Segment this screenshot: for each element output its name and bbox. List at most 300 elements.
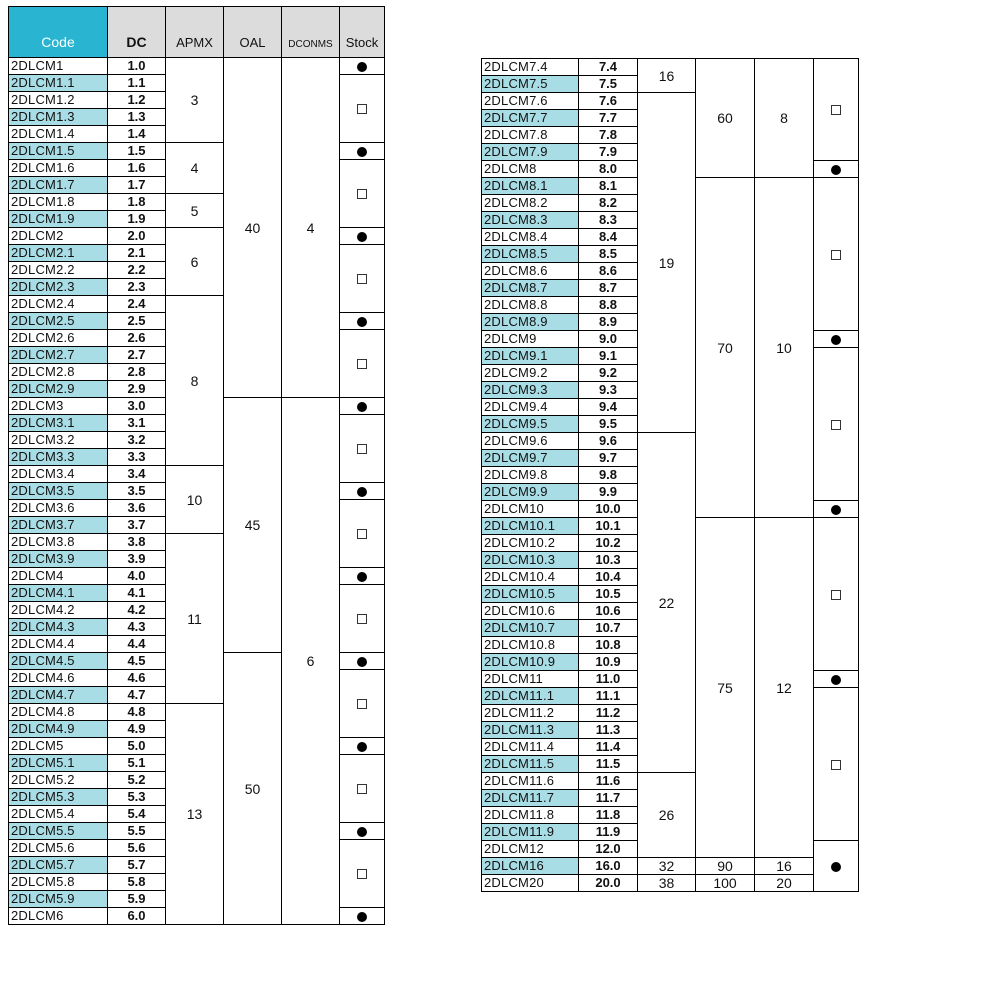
code-cell: 2DLCM4.9 [9, 721, 108, 738]
dc-cell: 20.0 [579, 875, 638, 892]
dc-cell: 4.3 [108, 619, 166, 636]
stock-cell [340, 330, 385, 398]
dconms-cell: 10 [755, 178, 814, 518]
code-cell: 2DLCM2.8 [9, 364, 108, 381]
stock-cell [814, 501, 859, 518]
stock-cell [340, 160, 385, 228]
code-cell: 2DLCM12 [482, 841, 579, 858]
code-cell: 2DLCM10.5 [482, 586, 579, 603]
dc-cell: 3.8 [108, 534, 166, 551]
dc-cell: 12.0 [579, 841, 638, 858]
apmx-cell: 5 [166, 194, 224, 228]
code-cell: 2DLCM8.4 [482, 229, 579, 246]
dc-cell: 1.7 [108, 177, 166, 194]
dc-cell: 2.9 [108, 381, 166, 398]
in-stock-dot-icon [831, 505, 841, 515]
dc-cell: 7.4 [579, 59, 638, 76]
dc-cell: 3.1 [108, 415, 166, 432]
in-stock-dot-icon [831, 335, 841, 345]
apmx-cell: 32 [638, 858, 696, 875]
dc-cell: 11.3 [579, 722, 638, 739]
dc-cell: 1.4 [108, 126, 166, 143]
code-cell: 2DLCM5 [9, 738, 108, 755]
code-cell: 2DLCM10.8 [482, 637, 579, 654]
oal-cell: 75 [696, 518, 755, 858]
code-cell: 2DLCM1.4 [9, 126, 108, 143]
dc-cell: 9.4 [579, 399, 638, 416]
dc-cell: 8.1 [579, 178, 638, 195]
code-cell: 2DLCM9.9 [482, 484, 579, 501]
code-cell: 2DLCM9.6 [482, 433, 579, 450]
code-cell: 2DLCM7.4 [482, 59, 579, 76]
dc-cell: 4.8 [108, 704, 166, 721]
dc-cell: 2.3 [108, 279, 166, 296]
dconms-cell: 16 [755, 858, 814, 875]
out-of-stock-box-icon [831, 590, 841, 600]
stock-cell [814, 161, 859, 178]
table-row [482, 875, 859, 892]
code-cell: 2DLCM11.4 [482, 739, 579, 756]
dc-cell: 11.9 [579, 824, 638, 841]
code-cell: 2DLCM2.4 [9, 296, 108, 313]
dc-cell: 3.3 [108, 449, 166, 466]
oal-cell: 70 [696, 178, 755, 518]
code-cell: 2DLCM9.3 [482, 382, 579, 399]
apmx-cell: 10 [166, 466, 224, 534]
code-cell: 2DLCM11.9 [482, 824, 579, 841]
code-cell: 2DLCM8 [482, 161, 579, 178]
code-cell: 2DLCM7.9 [482, 144, 579, 161]
dconms-cell: 20 [755, 875, 814, 892]
code-cell: 2DLCM3.5 [9, 483, 108, 500]
out-of-stock-box-icon [831, 420, 841, 430]
stock-cell [340, 823, 385, 840]
header-apmx: APMX [166, 7, 224, 58]
dc-cell: 7.6 [579, 93, 638, 110]
in-stock-dot-icon [357, 487, 367, 497]
code-cell: 2DLCM5.4 [9, 806, 108, 823]
in-stock-dot-icon [357, 402, 367, 412]
out-of-stock-box-icon [357, 274, 367, 284]
code-cell: 2DLCM10.1 [482, 518, 579, 535]
dc-cell: 11.4 [579, 739, 638, 756]
code-cell: 2DLCM1.9 [9, 211, 108, 228]
code-cell: 2DLCM5.1 [9, 755, 108, 772]
code-cell: 2DLCM6 [9, 908, 108, 925]
code-cell: 2DLCM1.5 [9, 143, 108, 160]
code-cell: 2DLCM4.3 [9, 619, 108, 636]
oal-cell: 45 [224, 398, 282, 653]
stock-cell [340, 670, 385, 738]
stock-cell [814, 331, 859, 348]
code-cell: 2DLCM4 [9, 568, 108, 585]
stock-cell [340, 653, 385, 670]
in-stock-dot-icon [357, 657, 367, 667]
code-cell: 2DLCM2.9 [9, 381, 108, 398]
apmx-cell: 8 [166, 296, 224, 466]
apmx-cell: 16 [638, 59, 696, 93]
out-of-stock-box-icon [357, 784, 367, 794]
in-stock-dot-icon [831, 165, 841, 175]
out-of-stock-box-icon [357, 529, 367, 539]
code-cell: 2DLCM10.2 [482, 535, 579, 552]
code-cell: 2DLCM3.9 [9, 551, 108, 568]
dc-cell: 10.3 [579, 552, 638, 569]
code-cell: 2DLCM2 [9, 228, 108, 245]
stock-cell [340, 568, 385, 585]
dc-cell: 4.0 [108, 568, 166, 585]
code-cell: 2DLCM7.5 [482, 76, 579, 93]
apmx-cell: 3 [166, 58, 224, 143]
code-cell: 2DLCM5.5 [9, 823, 108, 840]
dc-cell: 9.7 [579, 450, 638, 467]
dc-cell: 10.4 [579, 569, 638, 586]
code-cell: 2DLCM5.7 [9, 857, 108, 874]
dc-cell: 3.7 [108, 517, 166, 534]
stock-cell [814, 841, 859, 892]
stock-cell [340, 313, 385, 330]
in-stock-dot-icon [357, 317, 367, 327]
header-stock: Stock [340, 7, 385, 58]
stock-cell [340, 398, 385, 415]
dc-cell: 11.1 [579, 688, 638, 705]
dc-cell: 1.8 [108, 194, 166, 211]
dc-cell: 5.2 [108, 772, 166, 789]
code-cell: 2DLCM8.3 [482, 212, 579, 229]
code-cell: 2DLCM9.4 [482, 399, 579, 416]
in-stock-dot-icon [357, 572, 367, 582]
code-cell: 2DLCM8.5 [482, 246, 579, 263]
dc-cell: 9.9 [579, 484, 638, 501]
stock-cell [340, 58, 385, 75]
code-cell: 2DLCM9.2 [482, 365, 579, 382]
code-cell: 2DLCM10.7 [482, 620, 579, 637]
dc-cell: 2.5 [108, 313, 166, 330]
dc-cell: 9.6 [579, 433, 638, 450]
stock-cell [340, 738, 385, 755]
stock-cell [814, 671, 859, 688]
code-cell: 2DLCM3.8 [9, 534, 108, 551]
dc-cell: 1.0 [108, 58, 166, 75]
stock-cell [340, 908, 385, 925]
code-cell: 2DLCM11.2 [482, 705, 579, 722]
apmx-cell: 22 [638, 433, 696, 773]
dc-cell: 3.0 [108, 398, 166, 415]
out-of-stock-box-icon [357, 699, 367, 709]
code-cell: 2DLCM4.6 [9, 670, 108, 687]
dc-cell: 2.4 [108, 296, 166, 313]
dc-cell: 10.6 [579, 603, 638, 620]
dc-cell: 3.9 [108, 551, 166, 568]
dc-cell: 10.7 [579, 620, 638, 637]
dc-cell: 5.6 [108, 840, 166, 857]
dc-cell: 8.9 [579, 314, 638, 331]
dc-cell: 11.2 [579, 705, 638, 722]
dc-cell: 11.0 [579, 671, 638, 688]
dc-cell: 4.7 [108, 687, 166, 704]
code-cell: 2DLCM1 [9, 58, 108, 75]
dc-cell: 9.8 [579, 467, 638, 484]
dc-cell: 5.7 [108, 857, 166, 874]
dc-cell: 2.7 [108, 347, 166, 364]
dc-cell: 11.5 [579, 756, 638, 773]
dc-cell: 5.8 [108, 874, 166, 891]
dc-cell: 9.3 [579, 382, 638, 399]
dc-cell: 1.2 [108, 92, 166, 109]
code-cell: 2DLCM10.6 [482, 603, 579, 620]
dconms-cell: 6 [282, 398, 340, 925]
header-code: Code [9, 7, 108, 58]
out-of-stock-box-icon [357, 189, 367, 199]
dc-cell: 9.0 [579, 331, 638, 348]
code-cell: 2DLCM2.6 [9, 330, 108, 347]
code-cell: 2DLCM11.6 [482, 773, 579, 790]
dc-cell: 8.4 [579, 229, 638, 246]
dc-cell: 1.3 [108, 109, 166, 126]
dc-cell: 4.4 [108, 636, 166, 653]
code-cell: 2DLCM8.2 [482, 195, 579, 212]
stock-cell [814, 518, 859, 671]
stock-cell [814, 178, 859, 331]
stock-cell [340, 483, 385, 500]
in-stock-dot-icon [831, 675, 841, 685]
code-cell: 2DLCM4.5 [9, 653, 108, 670]
stock-cell [340, 840, 385, 908]
table-row [482, 858, 859, 875]
dc-cell: 3.2 [108, 432, 166, 449]
code-cell: 2DLCM5.3 [9, 789, 108, 806]
code-cell: 2DLCM2.3 [9, 279, 108, 296]
code-cell: 2DLCM3.1 [9, 415, 108, 432]
code-cell: 2DLCM9.5 [482, 416, 579, 433]
code-cell: 2DLCM5.9 [9, 891, 108, 908]
dc-cell: 4.2 [108, 602, 166, 619]
dc-cell: 10.2 [579, 535, 638, 552]
dconms-cell: 4 [282, 58, 340, 398]
code-cell: 2DLCM7.8 [482, 127, 579, 144]
oal-cell: 60 [696, 59, 755, 178]
in-stock-dot-icon [357, 147, 367, 157]
code-cell: 2DLCM1.7 [9, 177, 108, 194]
stock-cell [340, 245, 385, 313]
oal-cell: 50 [224, 653, 282, 925]
code-cell: 2DLCM20 [482, 875, 579, 892]
dc-cell: 4.5 [108, 653, 166, 670]
code-cell: 2DLCM8.9 [482, 314, 579, 331]
dconms-cell: 8 [755, 59, 814, 178]
dc-cell: 11.8 [579, 807, 638, 824]
code-cell: 2DLCM1.2 [9, 92, 108, 109]
dc-cell: 8.8 [579, 297, 638, 314]
code-cell: 2DLCM3.6 [9, 500, 108, 517]
header-row [9, 7, 385, 58]
in-stock-dot-icon [357, 742, 367, 752]
apmx-cell: 19 [638, 93, 696, 433]
dc-cell: 1.6 [108, 160, 166, 177]
out-of-stock-box-icon [357, 444, 367, 454]
dc-cell: 8.6 [579, 263, 638, 280]
dc-cell: 2.1 [108, 245, 166, 262]
code-cell: 2DLCM4.2 [9, 602, 108, 619]
code-cell: 2DLCM3.7 [9, 517, 108, 534]
code-cell: 2DLCM4.4 [9, 636, 108, 653]
apmx-cell: 4 [166, 143, 224, 194]
code-cell: 2DLCM7.6 [482, 93, 579, 110]
dc-cell: 8.2 [579, 195, 638, 212]
code-cell: 2DLCM10.3 [482, 552, 579, 569]
stock-cell [340, 75, 385, 143]
dc-cell: 8.3 [579, 212, 638, 229]
dc-cell: 8.0 [579, 161, 638, 178]
tool-spec-table-left [8, 6, 385, 925]
dc-cell: 1.5 [108, 143, 166, 160]
code-cell: 2DLCM1.8 [9, 194, 108, 211]
dc-cell: 10.1 [579, 518, 638, 535]
header-dconms: DCONMS [282, 7, 340, 58]
dc-cell: 11.6 [579, 773, 638, 790]
code-cell: 2DLCM11.5 [482, 756, 579, 773]
in-stock-dot-icon [357, 827, 367, 837]
in-stock-dot-icon [357, 62, 367, 72]
dc-cell: 11.7 [579, 790, 638, 807]
code-cell: 2DLCM16 [482, 858, 579, 875]
dc-cell: 1.9 [108, 211, 166, 228]
header-dc: DC [108, 7, 166, 58]
in-stock-dot-icon [357, 232, 367, 242]
stock-cell [340, 228, 385, 245]
dc-cell: 6.0 [108, 908, 166, 925]
dc-cell: 10.0 [579, 501, 638, 518]
dc-cell: 4.9 [108, 721, 166, 738]
dconms-cell: 12 [755, 518, 814, 858]
code-cell: 2DLCM9.8 [482, 467, 579, 484]
dc-cell: 10.5 [579, 586, 638, 603]
dc-cell: 2.2 [108, 262, 166, 279]
dc-cell: 5.0 [108, 738, 166, 755]
apmx-cell: 6 [166, 228, 224, 296]
code-cell: 2DLCM4.8 [9, 704, 108, 721]
apmx-cell: 38 [638, 875, 696, 892]
apmx-cell: 26 [638, 773, 696, 858]
code-cell: 2DLCM8.8 [482, 297, 579, 314]
dc-cell: 2.8 [108, 364, 166, 381]
code-cell: 2DLCM9.7 [482, 450, 579, 467]
out-of-stock-box-icon [357, 359, 367, 369]
dc-cell: 1.1 [108, 75, 166, 92]
code-cell: 2DLCM11.7 [482, 790, 579, 807]
code-cell: 2DLCM10.9 [482, 654, 579, 671]
dc-cell: 10.9 [579, 654, 638, 671]
dc-cell: 7.8 [579, 127, 638, 144]
dc-cell: 8.5 [579, 246, 638, 263]
code-cell: 2DLCM1.3 [9, 109, 108, 126]
code-cell: 2DLCM9 [482, 331, 579, 348]
table-row [482, 59, 859, 76]
code-cell: 2DLCM11.3 [482, 722, 579, 739]
dc-cell: 2.0 [108, 228, 166, 245]
out-of-stock-box-icon [357, 104, 367, 114]
stock-cell [814, 688, 859, 841]
code-cell: 2DLCM3 [9, 398, 108, 415]
code-cell: 2DLCM7.7 [482, 110, 579, 127]
dc-cell: 9.2 [579, 365, 638, 382]
apmx-cell: 11 [166, 534, 224, 704]
table-row [9, 58, 385, 75]
code-cell: 2DLCM2.7 [9, 347, 108, 364]
dc-cell: 3.5 [108, 483, 166, 500]
dc-cell: 8.7 [579, 280, 638, 297]
dc-cell: 5.5 [108, 823, 166, 840]
dc-cell: 2.6 [108, 330, 166, 347]
dc-cell: 7.5 [579, 76, 638, 93]
dc-cell: 7.9 [579, 144, 638, 161]
code-cell: 2DLCM4.1 [9, 585, 108, 602]
dc-cell: 4.1 [108, 585, 166, 602]
dc-cell: 7.7 [579, 110, 638, 127]
oal-cell: 100 [696, 875, 755, 892]
dc-cell: 3.6 [108, 500, 166, 517]
code-cell: 2DLCM2.2 [9, 262, 108, 279]
code-cell: 2DLCM3.4 [9, 466, 108, 483]
out-of-stock-box-icon [357, 869, 367, 879]
out-of-stock-box-icon [357, 614, 367, 624]
stock-cell [340, 143, 385, 160]
code-cell: 2DLCM5.6 [9, 840, 108, 857]
code-cell: 2DLCM8.6 [482, 263, 579, 280]
dc-cell: 3.4 [108, 466, 166, 483]
dc-cell: 4.6 [108, 670, 166, 687]
tool-spec-table-right [481, 58, 859, 892]
stock-cell [340, 500, 385, 568]
code-cell: 2DLCM1.6 [9, 160, 108, 177]
dc-cell: 9.5 [579, 416, 638, 433]
code-cell: 2DLCM9.1 [482, 348, 579, 365]
in-stock-dot-icon [357, 912, 367, 922]
stock-cell [814, 59, 859, 161]
code-cell: 2DLCM11.8 [482, 807, 579, 824]
stock-cell [340, 585, 385, 653]
code-cell: 2DLCM3.3 [9, 449, 108, 466]
out-of-stock-box-icon [831, 105, 841, 115]
dc-cell: 5.3 [108, 789, 166, 806]
code-cell: 2DLCM11.1 [482, 688, 579, 705]
in-stock-dot-icon [831, 862, 841, 872]
code-cell: 2DLCM2.5 [9, 313, 108, 330]
code-cell: 2DLCM8.7 [482, 280, 579, 297]
code-cell: 2DLCM10 [482, 501, 579, 518]
code-cell: 2DLCM5.2 [9, 772, 108, 789]
code-cell: 2DLCM2.1 [9, 245, 108, 262]
oal-cell: 90 [696, 858, 755, 875]
code-cell: 2DLCM11 [482, 671, 579, 688]
dc-cell: 5.9 [108, 891, 166, 908]
code-cell: 2DLCM8.1 [482, 178, 579, 195]
stock-cell [340, 415, 385, 483]
code-cell: 2DLCM5.8 [9, 874, 108, 891]
dc-cell: 16.0 [579, 858, 638, 875]
header-oal: OAL [224, 7, 282, 58]
code-cell: 2DLCM10.4 [482, 569, 579, 586]
apmx-cell: 13 [166, 704, 224, 925]
stock-cell [340, 755, 385, 823]
out-of-stock-box-icon [831, 250, 841, 260]
dc-cell: 10.8 [579, 637, 638, 654]
dc-cell: 5.4 [108, 806, 166, 823]
out-of-stock-box-icon [831, 760, 841, 770]
code-cell: 2DLCM1.1 [9, 75, 108, 92]
dc-cell: 5.1 [108, 755, 166, 772]
oal-cell: 40 [224, 58, 282, 398]
